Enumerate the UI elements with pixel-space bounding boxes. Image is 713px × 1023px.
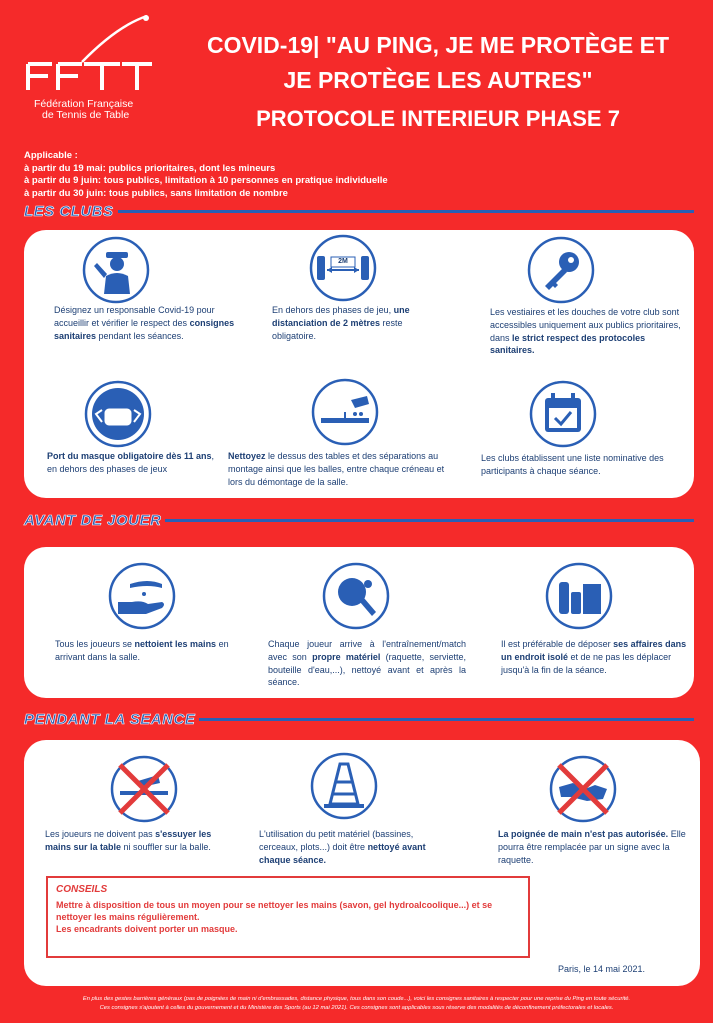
no-handshake-icon [549, 755, 617, 823]
calendar-check-icon [529, 380, 597, 448]
applicable-block [24, 150, 388, 200]
clubs-nettoyez-text: Nettoyez le dessus des tables et des séparations au montage ainsi que les balles, entre chaque créneau et lors du démontage de la salle. [228, 451, 445, 487]
distance-badge: 2M [338, 258, 348, 265]
section-rule [199, 718, 694, 721]
avant-materiel-text: Chaque joueur arrive à l'entraînement/match avec son propre matériel (raquette, serviette, bouteille d'eau,...), nettoyé avant et après la séance. [268, 639, 467, 688]
conseils-line: Mettre à disposition de tous un moyen pour se nettoyer les mains (savon, gel hydroalcoolique...) et se nettoyer les mains régulièrement. [56, 900, 493, 922]
page-title [168, 28, 708, 98]
title-line1: COVID-19| "AU PING, JE ME PROTÈGE ET [206, 32, 670, 58]
clubs-vestiaires-text: Les vestiaires et les douches de votre club sont accessibles uniquement aux publics prioritaires, dans le strict respect des protocoles sanitaires. [490, 307, 681, 356]
logo-text-line2: de Tennis de Table [42, 109, 130, 121]
applicable-line: à partir du 9 juin: tous publics, limitation à 10 personnes en pratique individuelle [24, 175, 388, 186]
pendant-poignee-text: La poignée de main n'est pas autorisée. Elle pourra être remplacée par un signe avec la raquette. [498, 829, 686, 865]
conseils-line: Les encadrants doivent porter un masque. [56, 924, 238, 934]
clubs-distance-text: En dehors des phases de jeu, une distanciation de 2 mètres reste obligatoire. [272, 305, 410, 341]
referee-icon [82, 236, 150, 304]
fftt-logo [22, 14, 167, 124]
logo-text-line1: Fédération Française [34, 98, 134, 110]
pendant-petit-text: L'utilisation du petit matériel (bassines, cerceaux, plots...) doit être nettoyé avant chaque séance. [259, 829, 426, 865]
conseils-box [46, 876, 530, 958]
clubs-masque-text: Port du masque obligatoire dès 11 ans, en dehors des phases de jeux [47, 451, 215, 474]
title-line2: JE PROTÈGE LES AUTRES" [283, 67, 593, 93]
section-title: AVANT DE JOUER [24, 511, 162, 529]
applicable-heading: Applicable : [24, 150, 78, 161]
page-subtitle: PROTOCOLE INTERIEUR PHASE 7 [256, 106, 620, 131]
mask-icon [84, 380, 152, 448]
applicable-line: à partir du 30 juin: tous publics, sans limitation de nombre [24, 187, 288, 199]
fftt-logo-mark [22, 14, 167, 94]
distance-icon [309, 234, 377, 302]
paddle-icon [322, 562, 390, 630]
pendant-essuyer-text: Les joueurs ne doivent pas s'essuyer les mains sur la table ni souffler sur la balle. [45, 829, 212, 852]
clubs-liste-text: Les clubs établissent une liste nominative des participants à chaque séance. [481, 453, 664, 476]
footer-line: Ces consignes s'ajoutent à celles du gouvernement et du Ministère des Sports (au 12 mai 2021). Ces consignes sont applicables sous réserve des modalités de déconfinement préfectorales et locales. [99, 1004, 614, 1011]
footer-note [10, 995, 703, 1012]
key-icon [527, 236, 595, 304]
belongings-icon [545, 562, 613, 630]
conseils-body [56, 899, 520, 935]
section-header-avant [24, 510, 694, 530]
section-rule [165, 519, 694, 522]
document-date: Paris, le 14 mai 2021. [558, 964, 646, 974]
table-cleaning-icon [311, 378, 379, 446]
section-title: PENDANT LA SEANCE [24, 710, 196, 728]
handwash-icon [108, 562, 176, 630]
footer-line: En plus des gestes barrières généraux (pas de poignées de main ni d'embrassades, distance physique, tous dans son coude...), voici les consignes sanitaires à respecter pour une reprise du Ping en toute sécurité. [82, 996, 631, 1002]
section-title: LES CLUBS [24, 202, 114, 220]
section-header-clubs [24, 201, 694, 221]
cone-icon [310, 752, 378, 820]
section-header-pendant [24, 709, 694, 729]
applicable-line: à partir du 19 mai: publics prioritaires, dont les mineurs [24, 162, 276, 174]
avant-affaires-text: Il est préférable de déposer ses affaires dans un endroit isolé et de ne pas les déplacer jusqu'à la fin de la séance. [501, 639, 687, 675]
no-wipe-table-icon [110, 755, 178, 823]
avant-mains-text: Tous les joueurs se nettoient les mains en arrivant dans la salle. [55, 639, 229, 662]
section-rule [118, 210, 694, 213]
conseils-heading: CONSEILS [56, 884, 108, 895]
clubs-responsable-text: Désignez un responsable Covid-19 pour accueillir et vérifier le respect des consignes sanitaires pendant les séances. [54, 305, 235, 341]
